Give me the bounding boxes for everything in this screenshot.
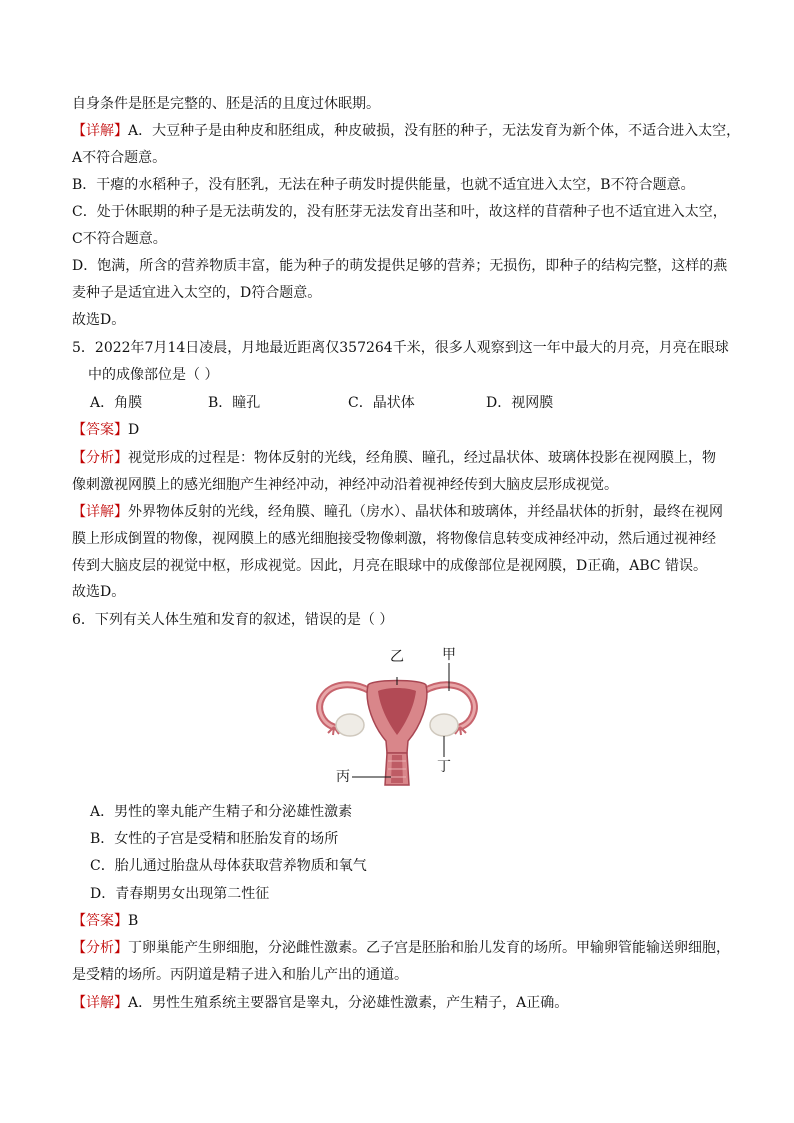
label-yi: 乙: [390, 649, 404, 665]
detail-tag: 【详解】: [72, 995, 128, 1011]
q6-option-d: D．青春期男女出现第二性征: [90, 886, 270, 902]
text-line: A不符合题意。: [72, 150, 167, 166]
analysis-5-cont: 像刺激视网膜上的感光细胞产生神经冲动，神经冲动沿着视神经传到大脑皮层形成视觉。: [72, 477, 618, 493]
text-line: B．干瘪的水稻种子，没有胚乳，无法在种子萌发时提供能量，也就不适宜进入太空，B不符合题意。: [72, 177, 695, 193]
label-ding: 丁: [437, 759, 451, 775]
female-reproductive-diagram: [312, 643, 482, 788]
question-5-stem: 5．2022年7月14日凌晨，月地最近距离仅357264千米，很多人观察到这一年中最大的月亮，月亮在眼球: [72, 340, 729, 356]
answer-tag: 【答案】: [72, 913, 128, 929]
analysis-text: 丁卵巢能产生卵细胞，分泌雌性激素。乙子宫是胚胎和胎儿发育的场所。甲输卵管能输送卵细胞，: [128, 940, 730, 956]
left-ovary: [336, 714, 364, 736]
analysis-6: [72, 938, 730, 958]
q6-option-a: A．男性的睾丸能产生精子和分泌雄性激素: [90, 804, 353, 820]
text-line: C．处于休眠期的种子是无法萌发的，没有胚芽无法发育出茎和叶，故这样的苜蓿种子也不适宜进入太空，: [72, 204, 727, 220]
analysis-text: 视觉形成的过程是：物体反射的光线，经角膜、瞳孔，经过晶状体、玻璃体投影在视网膜上，物: [128, 450, 716, 466]
text-line: D．饱满，所含的营养物质丰富，能为种子的萌发提供足够的营养；无损伤，即种子的结构完整，这样的燕: [72, 258, 728, 274]
answer-tag: 【答案】: [72, 422, 128, 438]
detail-text: A．男性生殖系统主要器官是睾丸，分泌雄性激素，产生精子，A正确。: [128, 995, 569, 1011]
detail-5-cont: 膜上形成倒置的物像，视网膜上的感光细胞接受物像刺激，将物像信息转变成神经冲动，然后通过视神经: [72, 531, 716, 547]
answer-5: [72, 420, 139, 440]
detail-6: [72, 993, 568, 1013]
q5-option-a: A．角膜: [90, 395, 143, 411]
detail-5-cont: 故选D。: [72, 584, 126, 600]
analysis-5: [72, 448, 716, 468]
right-ovary: [430, 714, 458, 736]
analysis-tag: 【分析】: [72, 450, 128, 466]
q5-option-d: D．视网膜: [486, 395, 554, 411]
q6-option-b: B．女性的子宫是受精和胚胎发育的场所: [90, 831, 339, 847]
text-line: [72, 121, 740, 141]
analysis-tag: 【分析】: [72, 940, 128, 956]
detail-5-cont: 传到大脑皮层的视觉中枢，形成视觉。因此，月亮在眼球中的成像部位是视网膜，D正确，ABC 错误。: [72, 558, 708, 574]
detail-tag: 【详解】: [72, 504, 128, 520]
detail-tag: 【详解】: [72, 123, 128, 139]
q6-option-c: C．胎儿通过胎盘从母体获取营养物质和氧气: [90, 858, 367, 874]
answer-value: D: [128, 422, 140, 438]
detail-5: [72, 502, 723, 522]
q5-option-c: C．晶状体: [348, 395, 415, 411]
text-line: C不符合题意。: [72, 231, 167, 247]
q5-option-b: B．瞳孔: [208, 395, 261, 411]
label-jia: 甲: [442, 647, 456, 663]
answer-6: [72, 911, 138, 931]
text-line: 故选D。: [72, 312, 126, 328]
answer-value: B: [128, 913, 139, 929]
detail-text: 外界物体反射的光线，经角膜、瞳孔（房水）、晶状体和玻璃体，并经晶状体的折射，最终在视网: [128, 504, 723, 520]
question-5-stem-cont: 中的成像部位是（ ）: [88, 367, 219, 383]
text-line: 自身条件是胚是完整的、胚是活的且度过休眠期。: [72, 96, 380, 112]
detail-text: A．大豆种子是由种皮和胚组成，种皮破损，没有胚的种子，无法发育为新个体，不适合进入太空，: [128, 123, 741, 139]
text-line: 麦种子是适宜进入太空的，D符合题意。: [72, 285, 322, 301]
question-6-stem: 6．下列有关人体生殖和发育的叙述，错误的是（ ）: [72, 612, 394, 628]
label-bing: 丙: [336, 769, 350, 785]
analysis-6-cont: 是受精的场所。丙阴道是精子进入和胎儿产出的通道。: [72, 967, 408, 983]
